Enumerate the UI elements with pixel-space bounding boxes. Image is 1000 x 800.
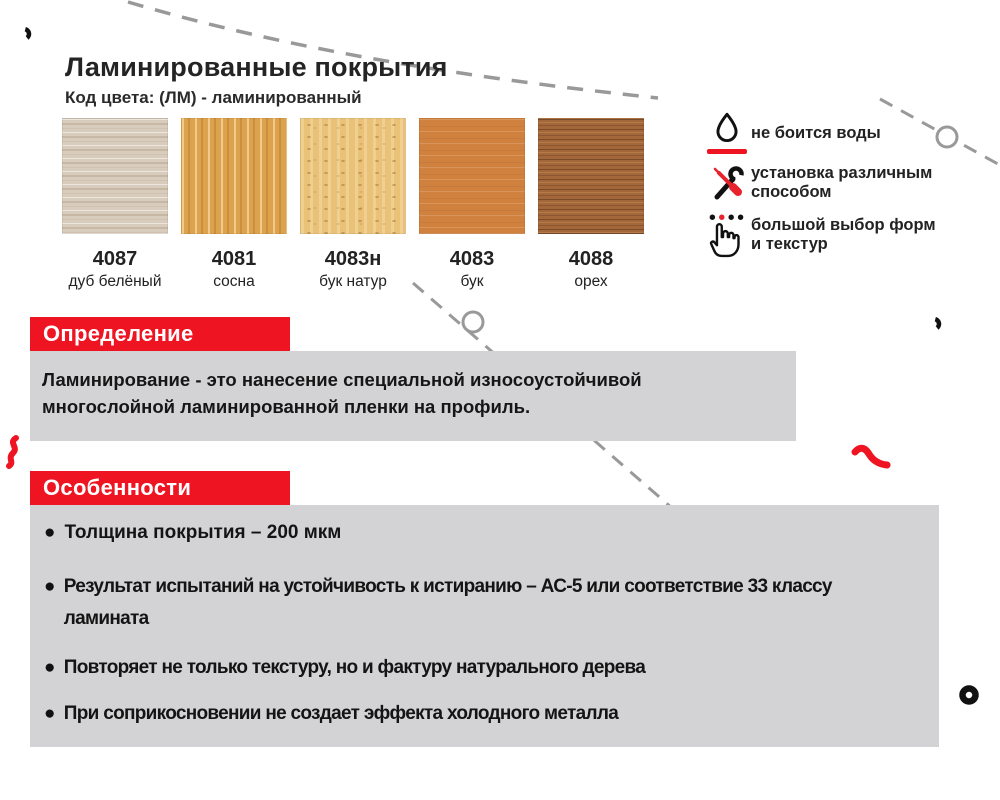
definition-text: Ламинирование - это нанесение специальной износоустойчивой многослойной ламинированной пленки на профиль. bbox=[42, 369, 642, 417]
definition-panel bbox=[30, 351, 796, 441]
feature-label: установка различным способом bbox=[751, 164, 933, 201]
bullet-text: При соприкосновении не создает эффекта холодного металла bbox=[63, 703, 619, 724]
swatch-name: бук bbox=[460, 273, 484, 290]
definition-heading: Определение bbox=[30, 317, 290, 351]
wood-texture-beech-natural bbox=[300, 118, 406, 234]
swatch-card-4081 bbox=[181, 118, 287, 291]
feature-label: не боится воды bbox=[751, 123, 881, 142]
swatch-card-4083 bbox=[419, 118, 525, 291]
wood-texture-beech bbox=[419, 118, 525, 234]
bullet-item bbox=[44, 652, 939, 684]
water-drop-icon bbox=[703, 112, 751, 154]
swatch-code: 4083 bbox=[449, 248, 495, 270]
color-code-subtitle bbox=[65, 88, 362, 108]
bullet-item bbox=[44, 698, 939, 730]
swatch-name: орех bbox=[574, 273, 608, 290]
feature-forms-textures bbox=[703, 212, 953, 258]
feature-label: большой выбор форм и текстур bbox=[751, 216, 936, 253]
wrench-screwdriver-icon bbox=[703, 163, 751, 203]
wood-swatch-row bbox=[62, 118, 644, 291]
bullet-dot: ● bbox=[44, 657, 55, 678]
swatch-name: сосна bbox=[213, 273, 255, 290]
swatch-card-4083n bbox=[300, 118, 406, 291]
swatch-card-4087 bbox=[62, 118, 168, 291]
bullet-text: Повторяет не только текстуру, но и фактуру натурального дерева bbox=[63, 657, 646, 678]
swatch-code: 4088 bbox=[568, 248, 614, 270]
bullet-item bbox=[44, 571, 939, 635]
properties-heading: Особенности bbox=[30, 471, 290, 505]
subtitle-prefix: Код цвета: bbox=[65, 88, 160, 107]
page-title: Ламинированные покрытия bbox=[65, 52, 448, 82]
bullet-text: Результат испытаний на устойчивость к истиранию – АС-5 или соответствие 33 классу ламината bbox=[63, 576, 832, 629]
bullet-dot: ● bbox=[44, 576, 55, 597]
wood-texture-walnut bbox=[538, 118, 644, 234]
bullet-dot: ● bbox=[44, 522, 56, 543]
swatch-code: 4083н bbox=[324, 248, 382, 270]
wood-texture-oak-bleached bbox=[62, 118, 168, 234]
feature-water-resistant bbox=[703, 112, 953, 154]
wood-texture-pine bbox=[181, 118, 287, 234]
bullet-text: Толщина покрытия – 200 мкм bbox=[64, 522, 342, 543]
bullet-item bbox=[44, 520, 939, 546]
properties-panel bbox=[30, 505, 939, 747]
swatch-code: 4087 bbox=[92, 248, 138, 270]
swatch-code: 4081 bbox=[211, 248, 257, 270]
swatch-name: дуб белёный bbox=[68, 273, 162, 290]
feature-list bbox=[703, 112, 953, 267]
swatch-name: бук натур bbox=[319, 273, 387, 290]
feature-installation-methods bbox=[703, 163, 953, 203]
bullet-dot: ● bbox=[44, 703, 55, 724]
subtitle-suffix: - ламинированный bbox=[196, 88, 362, 107]
swatch-card-4088 bbox=[538, 118, 644, 291]
hand-select-icon bbox=[703, 212, 751, 258]
subtitle-code: (ЛМ) bbox=[159, 88, 197, 107]
red-underline bbox=[707, 149, 747, 154]
